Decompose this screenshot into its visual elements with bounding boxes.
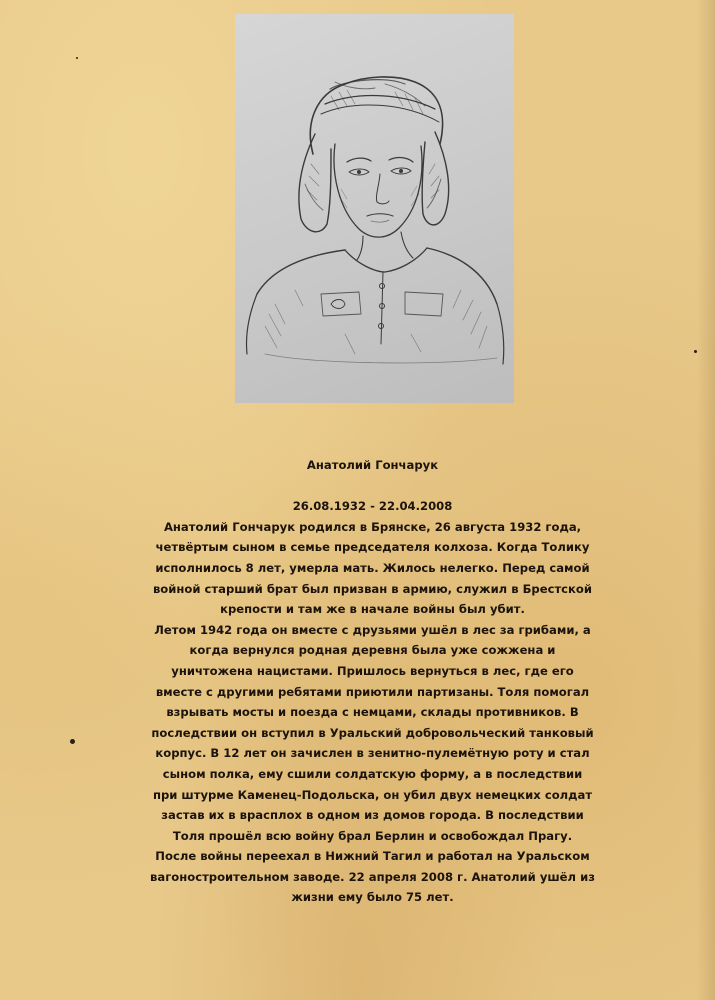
portrait-sketch-image xyxy=(235,14,514,403)
ink-speck xyxy=(694,350,697,353)
biography-paragraph: Анатолий Гончарук родился в Брянске, 26 августа 1932 года, четвёртым сыном в семье председателя колхоза. Когда Толику исполнилось 8 лет, умерла мать. Жилось нелегко. Перед самой войной старший брат был призван в армию, служил в Брестской крепости и там же в начале войны был убит. xyxy=(152,519,593,617)
pencil-sketch-portrait-icon xyxy=(235,14,514,403)
biography-text xyxy=(150,455,595,908)
life-dates: 26.08.1932 - 22.04.2008 xyxy=(292,499,453,514)
biography-paragraph: После войны переехал в Нижний Тагил и работал на Уральском вагоностроительном заводе. 22 апреля 2008 г. Анатолий ушёл из жизни ему было 75 лет. xyxy=(150,849,595,905)
person-name: Анатолий Гончарук xyxy=(306,458,439,472)
page-edge-shadow xyxy=(697,0,715,1000)
ink-speck xyxy=(70,739,75,744)
ink-speck xyxy=(76,57,78,59)
biography-paragraph: Летом 1942 года он вместе с друзьями ушёл в лес за грибами, а когда вернулся родная деревня была уже сожжена и уничтожена нацистами. Пришлось вернуться в лес, где его вместе с другими ребятами приютили партизаны. Толя помогал взрывать мосты и поезда с немцами, склады противников. В последствии он вступил в Уральский добровольческий танковый корпус. В 12 лет он зачислен в зенитно-пулемётную роту и стал сыном полка, ему сшили солдатскую форму, а в последствии при штурме Каменец-Подольска, он убил двух немецких солдат застав их в врасплох в одном из домов города. В последствии Толя прошёл всю войну брал Берлин и освобождал Прагу. xyxy=(151,622,594,843)
